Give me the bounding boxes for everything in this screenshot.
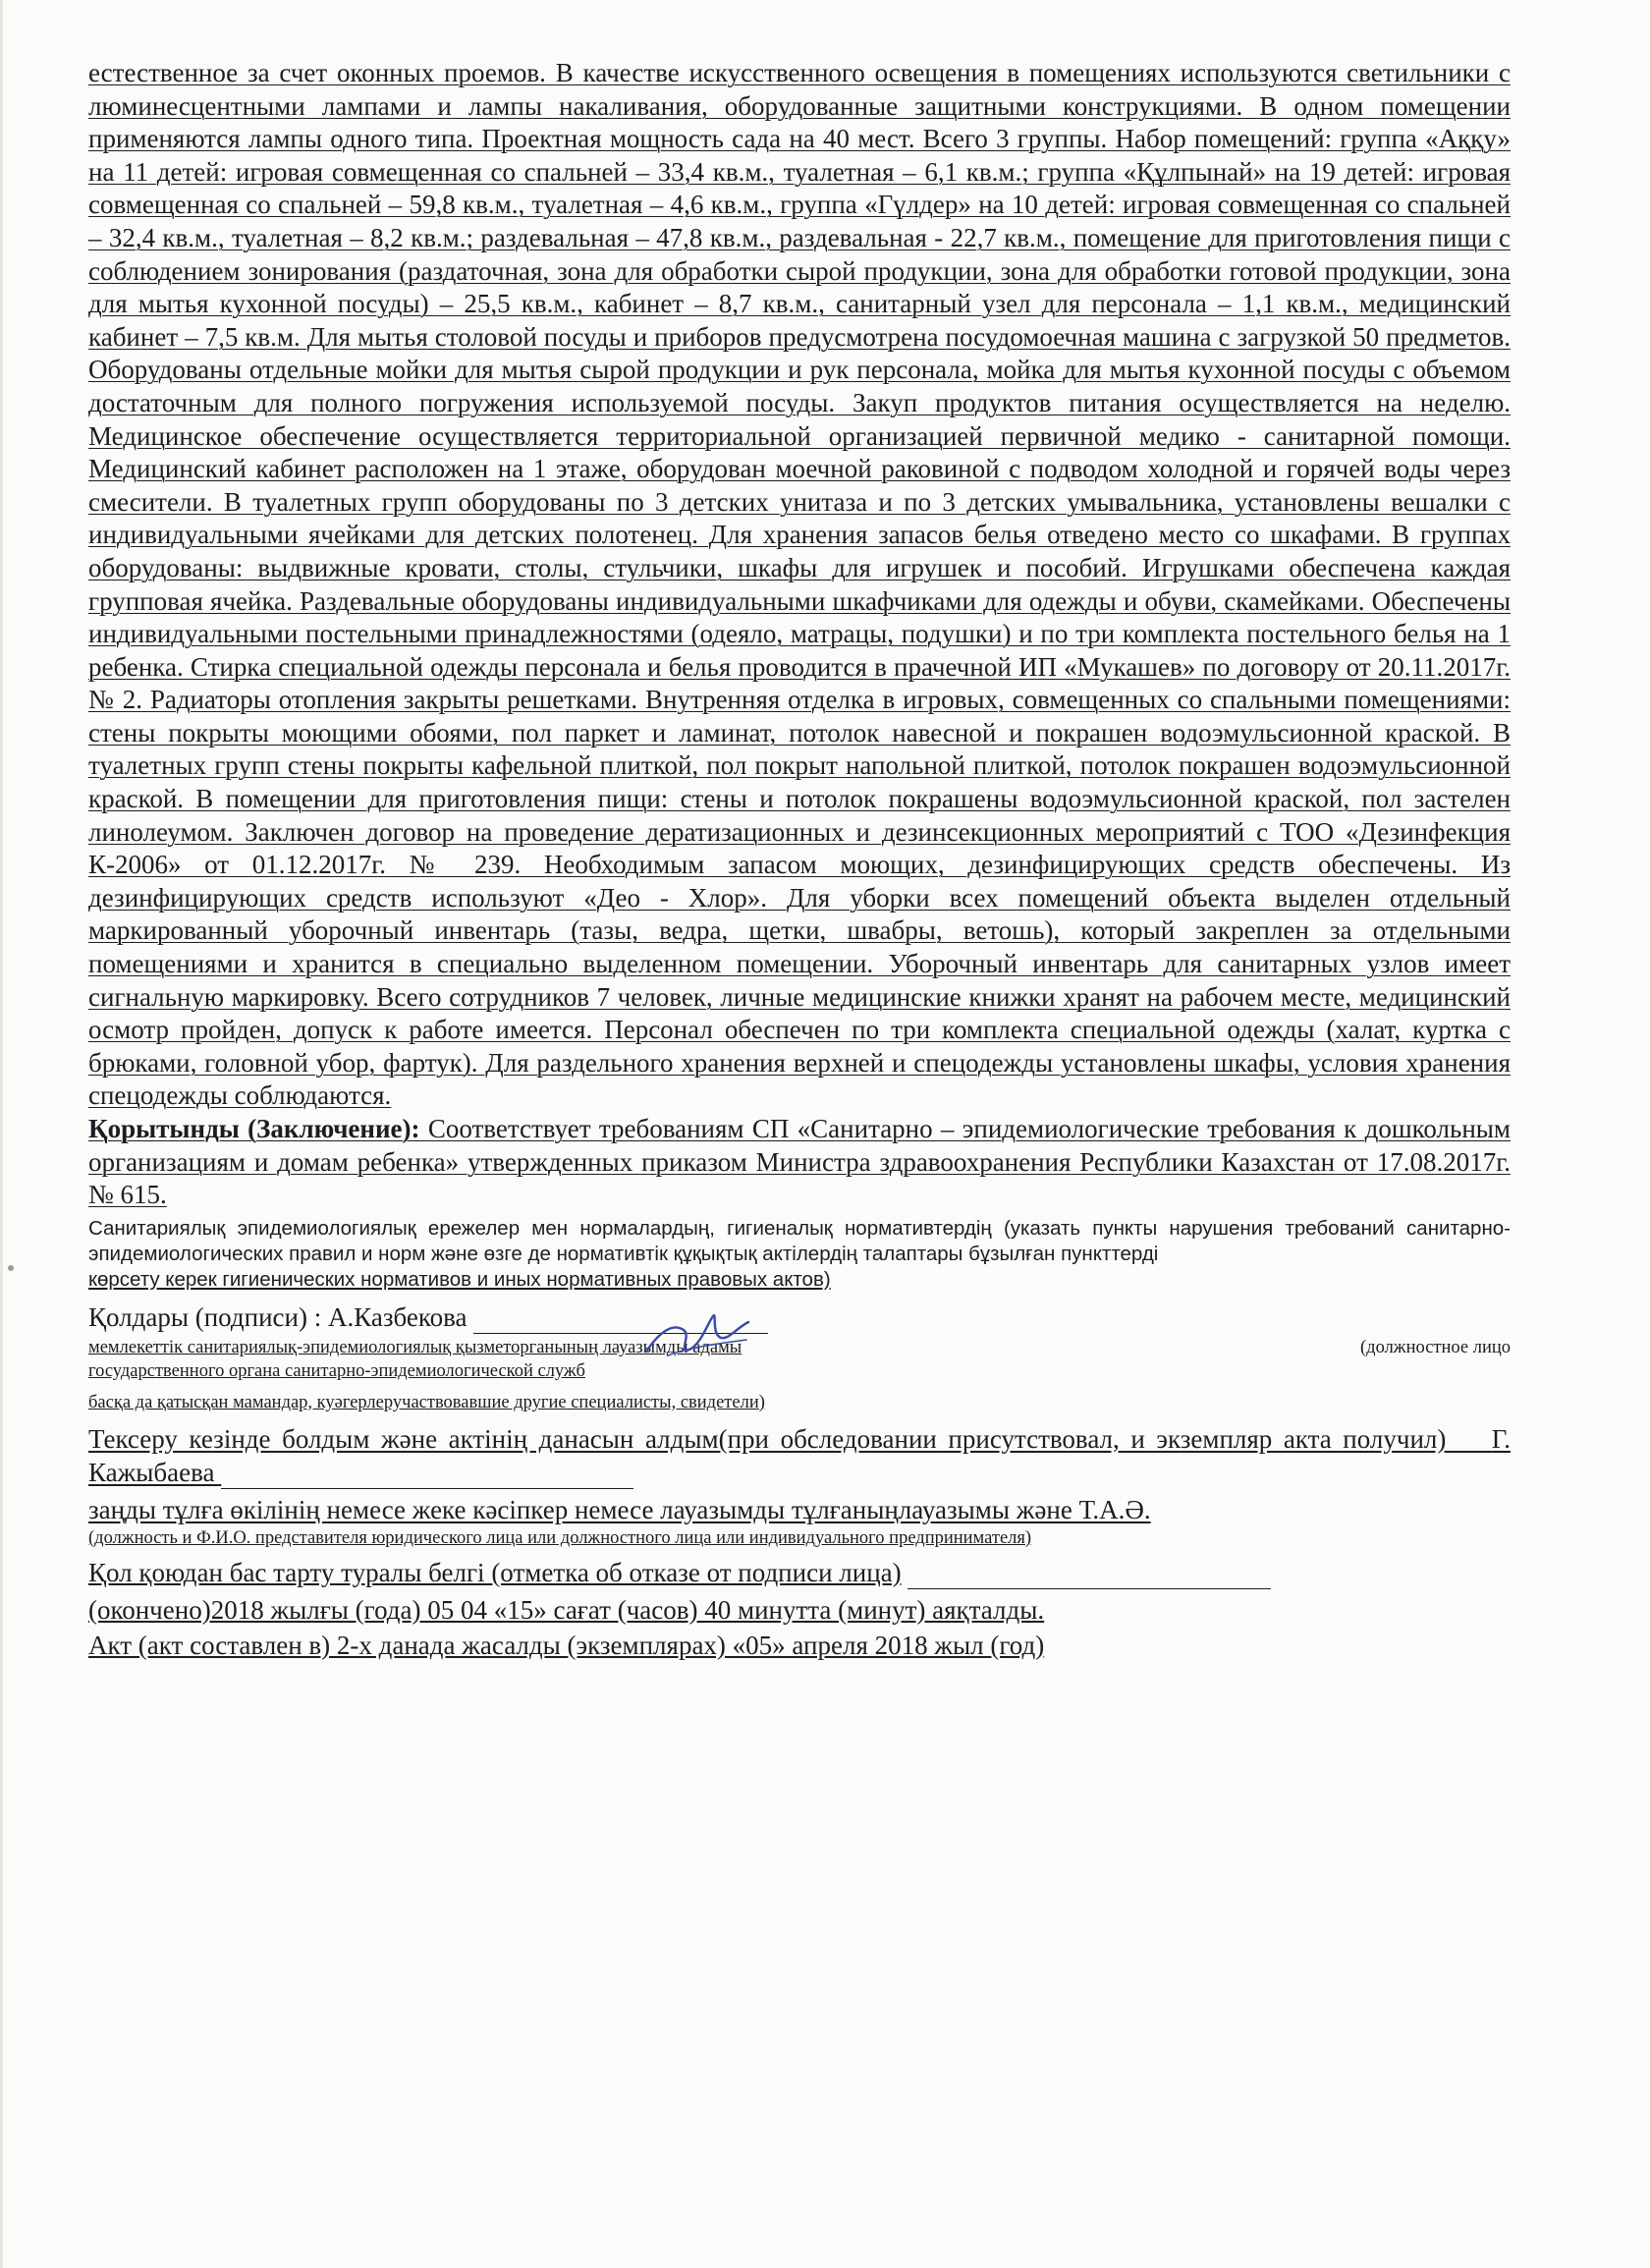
- conclusion-text: Соответствует требованиям СП «Санитарно – эпидемиологические требования к дошкольным организациям и домам ребенка» утвержденных приказом Министра здравоохранения Республики Казахстан от 17.08.2017г. № 615.: [88, 1114, 1512, 1210]
- presence-fill-line: [221, 1488, 633, 1489]
- official-caption-kz: мемлекеттік санитариялық-эпидемиологиялық қызметорганының лауазымды адамы: [88, 1337, 742, 1357]
- official-caption-cont: государственного органа санитарно-эпидемиологической служб: [88, 1360, 585, 1381]
- conclusion-label: Қорытынды (Заключение):: [88, 1114, 420, 1143]
- ended-line: (окончено)2018 жылғы (года) 05 04 «15» сағат (часов) 40 минутта (минут) аяқталды.: [88, 1594, 1045, 1625]
- representative-caption-ru: (должность и Ф.И.О. представителя юридического лица или должностного лица или индивидуального предпринимателя): [88, 1527, 1032, 1548]
- presence-statement: [88, 1422, 1511, 1489]
- violations-note: [88, 1216, 1511, 1293]
- presence-name: Г. Кажыбаева: [88, 1423, 1512, 1487]
- scan-edge: [0, 0, 3, 2268]
- presence-text: Тексеру кезінде болдым және актінің данасын алдым(при обследовании присутствовал, и экземпляр акта получил): [88, 1423, 1447, 1454]
- handwritten-signature: [638, 1295, 756, 1363]
- refusal-fill-line: [908, 1588, 1271, 1589]
- signatures-label: Қолдары (подписи) : А.Казбекова: [88, 1301, 468, 1332]
- conclusion-paragraph: [88, 1113, 1511, 1212]
- others-caption: басқа да қатысқан мамандар, куәгерлеручаствовавшие другие специалисты, свидетели): [88, 1392, 765, 1412]
- violations-note-line2: көрсету керек гигиенических нормативов и иных нормативных правовых актов): [88, 1267, 831, 1291]
- document-page: [88, 57, 1511, 1662]
- violations-note-line1: Санитариялық эпидемиологиялық ережелер мен нормалардың, гигиеналық нормативтердің (указать пункты нарушения требований санитарно-эпидемиологических правил и норм және өзге де нормативтік құқықтық актілердің талаптары бұзылған пункттерді: [88, 1216, 1511, 1265]
- inspection-body-text: естественное за счет оконных проемов. В качестве искусственного освещения в помещениях используются светильники с люминесцентными лампами и лампы накаливания, оборудованные защитными конструкциями. В одном помещении применяются лампы одного типа. Проектная мощность сада на 40 мест. Всего 3 группы. Набор помещений: группа «Аққу» на 11 детей: игровая совмещенная со спальней – 33,4 кв.м., туалетная – 6,1 кв.м.; группа «Құлпынай» на 19 детей: игровая совмещенная со спальней – 59,8 кв.м., туалетная – 4,6 кв.м., группа «Гүлдер» на 10 детей: игровая совмещенная со спальней – 32,4 кв.м., туалетная – 8,2 кв.м.; раздевальная – 47,8 кв.м., раздевальная - 22,7 кв.м., помещение для приготовления пищи с соблюдением зонирования (раздаточная, зона для обработки сырой продукции, зона для обработки готовой продукции, зона для мытья кухонной посуды) – 25,5 кв.м., кабинет – 8,7 кв.м., санитарный узел для персонала – 1,1 кв.м., медицинский кабинет – 7,5 кв.м. Для мытья столовой посуды и приборов предусмотрена посудомоечная машина с загрузкой 50 предметов. Оборудованы отдельные мойки для мытья сырой продукции и рук персонала, мойка для мытья кухонной посуды с объемом достаточным для полного погружения используемой посуды. Закуп продуктов питания осуществляется на неделю. Медицинское обеспечение осуществляется территориальной организацией первичной медико - санитарной помощи. Медицинский кабинет расположен на 1 этаже, оборудован моечной раковиной с подводом холодной и горячей воды через смесители. В туалетных групп оборудованы по 3 детских унитаза и по 3 детских умывальника, установлены вешалки с индивидуальными ячейками для детских полотенец. Для хранения запасов белья отведено место со шкафами. В группах оборудованы: выдвижные кровати, столы, стульчики, шкафы для игрушек и пособий. Игрушками обеспечена каждая групповая ячейка. Раздевальные оборудованы индивидуальными шкафчиками для одежды и обуви, скамейками. Обеспечены индивидуальными постельными принадлежностями (одеяло, матрацы, подушки) и по три комплекта постельного белья на 1 ребенка. Стирка специальной одежды персонала и белья проводится в прачечной ИП «Мукашев» по договору от 20.11.2017г. № 2. Радиаторы отопления закрыты решетками. Внутренняя отделка в игровых, совмещенных со спальными помещениями: стены покрыты моющими обоями, пол паркет и ламинат, потолок навесной и покрашен водоэмульсионной краской. В туалетных групп стены покрыты кафельной плиткой, пол покрыт напольной плиткой, потолок покрашен водоэмульсионной краской. В помещении для приготовления пищи: стены и потолок покрашены водоэмульсионной краской, пол застелен линолеумом. Заключен договор на проведение дератизационных и дезинсекционных мероприятий с ТОО «Дезинфекция К-2006» от 01.12.2017г. № 239. Необходимым запасом моющих, дезинфицирующих средств обеспечены. Из дезинфицирующих средств используют «Део - Хлор». Для уборки всех помещений объекта выделен отдельный маркированный уборочный инвентарь (тазы, ведра, щетки, швабры, ветошь), который закреплен за отдельными помещениями и хранится в специально выделенном помещении. Уборочный инвентарь для санитарных узлов имеет сигнальную маркировку. Всего сотрудников 7 человек, личные медицинские книжки хранят на рабочем месте, медицинский осмотр пройден, допуск к работе имеется. Персонал обеспечен по три комплекта специальной одежды (халат, куртка с брюками, головной убор, фартук). Для раздельного хранения верхней и спецодежды установлены шкафы, условия хранения спецодежды соблюдаются.: [88, 58, 1511, 1111]
- act-made-line: Акт (акт составлен в) 2-х данада жасалды (экземплярах) «05» апреля 2018 жыл (год): [88, 1630, 1045, 1660]
- hole-punch-mark: [8, 1265, 14, 1271]
- official-caption: [88, 1336, 1511, 1359]
- signatures-line: [88, 1300, 1511, 1334]
- official-caption-ru: (должностное лицо: [1360, 1337, 1511, 1357]
- refusal-line: [88, 1556, 1511, 1589]
- refusal-text: Қол қоюдан бас тарту туралы белгі (отметка об отказе от подписи лица): [88, 1557, 902, 1587]
- representative-caption-kz: заңды тұлға өкілінің немесе жеке кәсіпкер немесе лауазымды тұлғаныңлауазымы және Т.А.Ә.: [88, 1494, 1151, 1524]
